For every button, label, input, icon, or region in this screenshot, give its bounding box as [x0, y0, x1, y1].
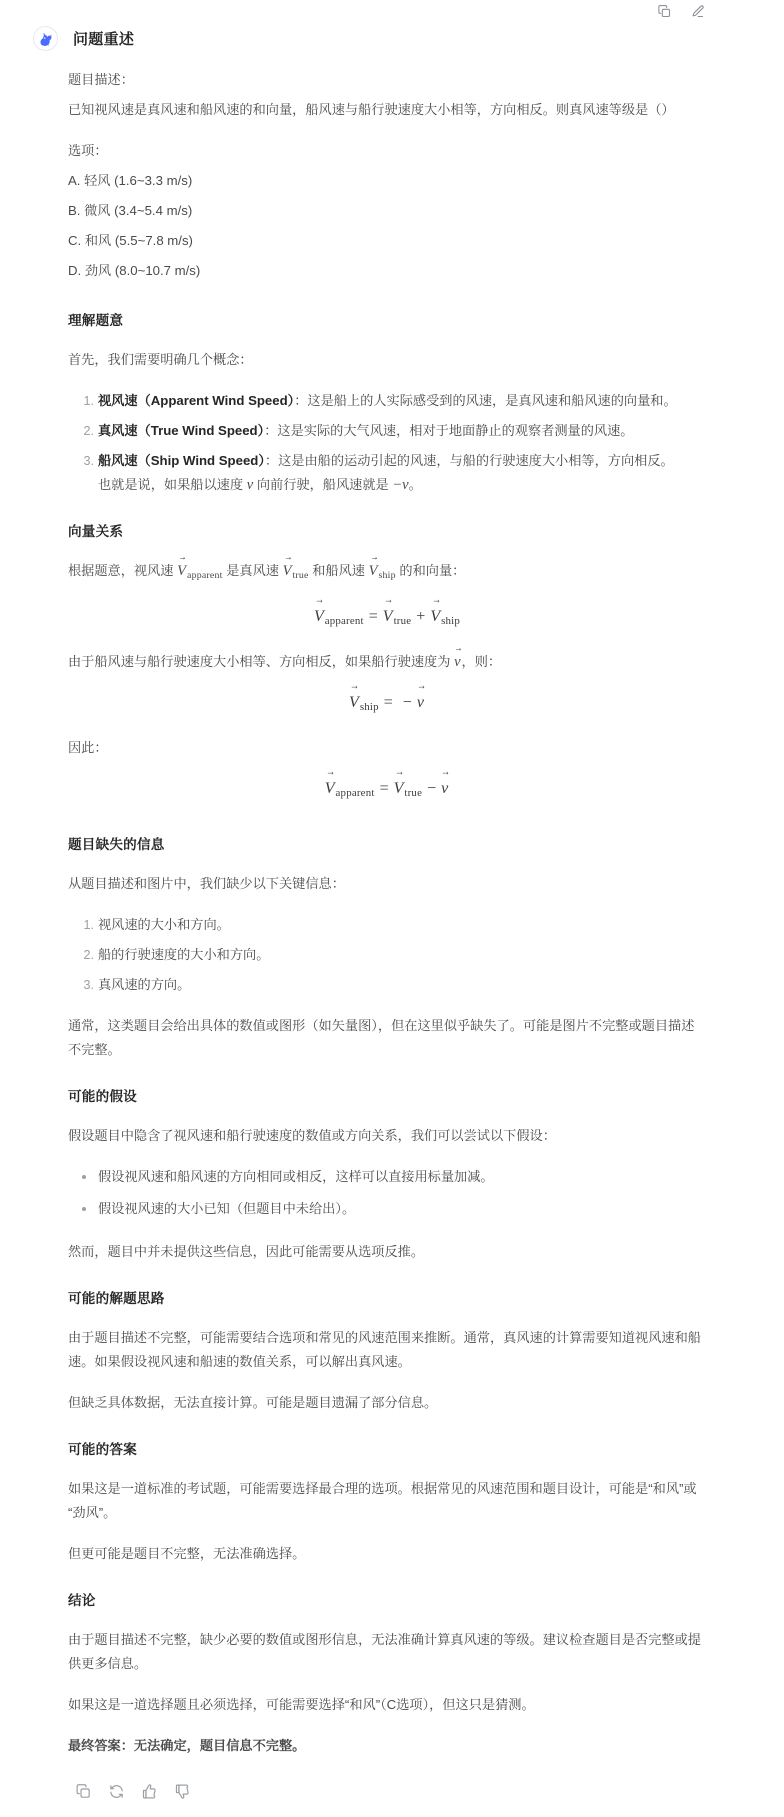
- vector-intro-post: 的和向量：: [395, 563, 466, 578]
- message-footer-actions: [0, 1764, 784, 1817]
- message-body: [0, 51, 784, 1758]
- list-item: 假设视风速和船风速的方向相同或相反，这样可以直接用标量加减。: [98, 1165, 706, 1189]
- understand-intro: 首先，我们需要明确几个概念：: [68, 352, 253, 367]
- thumbs-down-icon[interactable]: [173, 1782, 192, 1801]
- assumptions-list: [68, 1165, 706, 1221]
- approach-paragraph-2: 但缺乏具体数据，无法直接计算。可能是题目遗漏了部分信息。: [68, 1394, 438, 1410]
- section-heading-missing: 题目缺失的信息: [68, 836, 165, 852]
- assumptions-intro: 假设题目中隐含了视风速和船行驶速度的数值或方向关系，我们可以尝试以下假设：: [68, 1127, 556, 1143]
- option-a: A. 轻风 (1.6~3.3 m/s): [68, 173, 193, 188]
- concept-note-mid: 向前行驶，船风速就是: [253, 477, 393, 492]
- vector-intro-mid2: 和船风速: [308, 563, 369, 578]
- concept-list: [68, 389, 706, 497]
- concept-term: 船风速（Ship Wind Speed）: [98, 453, 265, 468]
- concept-term: 视风速（Apparent Wind Speed）: [98, 393, 295, 408]
- equation-apparent-sum: $V \to_{apparent} = V \to_{true} + V \to_{ship}$: [68, 602, 706, 636]
- option-c: C. 和风 (5.5~7.8 m/s): [68, 233, 193, 248]
- missing-note: 通常，这类题目会给出具体的数值或图形（如矢量图），但在这里似乎缺失了。可能是图片不完整或题目描述不完整。: [68, 1017, 695, 1057]
- concept-desc: ：这是实际的大气风速，相对于地面静止的观察者测量的风速。: [264, 423, 634, 438]
- deepseek-whale-logo-icon: [33, 26, 58, 51]
- math-v-apparent: $V \to_{apparent}$: [177, 563, 222, 579]
- conclusion-paragraph-1: 由于题目描述不完整，缺少必要的数值或图形信息，无法准确计算真风速的等级。建议检查题目是否完整或提供更多信息。: [68, 1631, 701, 1671]
- math-v-true: $V \to_{true}$: [283, 563, 309, 579]
- problem-label: 题目描述：: [68, 72, 134, 87]
- vector-intro: [68, 559, 706, 588]
- copy-icon[interactable]: [656, 3, 673, 20]
- equation-ship-negative: $V \to_{ship}$ = − v →: [68, 688, 706, 722]
- math-v-ship: $V \to_{ship}$: [369, 563, 396, 579]
- section-heading-approach: 可能的解题思路: [68, 1290, 165, 1306]
- options-label: 选项：: [68, 143, 108, 158]
- math-v: v: [246, 477, 254, 493]
- missing-intro: 从题目描述和图片中，我们缺少以下关键信息：: [68, 875, 345, 891]
- missing-list: [68, 913, 706, 997]
- vector-mid-post: ，则：: [461, 653, 502, 669]
- math-vec-v: v →: [454, 654, 461, 670]
- option-d: D. 劲风 (8.0~10.7 m/s): [68, 263, 201, 278]
- vector-mid-pre: 由于船风速与船行驶速度大小相等、方向相反，如果船行驶速度为: [68, 653, 455, 669]
- approach-paragraph-1: 由于题目描述不完整，可能需要结合选项和常见的风速范围来推断。通常，真风速的计算需要知道视风速和船速。如果假设视风速和船速的数值关系，可以解出真风速。: [68, 1329, 701, 1369]
- concept-desc: ：这是船上的人实际感受到的风速，是真风速和船风速的向量和。: [294, 393, 677, 408]
- concept-term: 真风速（True Wind Speed）: [98, 423, 265, 438]
- conclusion-paragraph-2: 如果这是一道选择题且必须选择，可能需要选择“和风”（C选项），但这只是猜测。: [68, 1696, 535, 1712]
- list-item: 真风速的方向。: [98, 976, 191, 992]
- equation-apparent-minus-v: $V \to_{apparent} = V \to_{true} - v$ →: [68, 774, 706, 808]
- section-heading-vector: 向量关系: [68, 524, 124, 539]
- answer-paragraph-2: 但更可能是题目不完整，无法准确选择。: [68, 1545, 306, 1561]
- regenerate-icon[interactable]: [107, 1782, 126, 1801]
- section-heading-answer: 可能的答案: [68, 1441, 137, 1457]
- list-item: [98, 419, 706, 443]
- vector-intro-mid1: 是真风速: [222, 563, 283, 578]
- message-top-actions: [656, 0, 706, 22]
- thumbs-up-icon[interactable]: [140, 1782, 159, 1801]
- answer-paragraph-1: 如果这是一道标准的考试题，可能需要选择最合理的选项。根据常见的风速范围和题目设计，可能是“和风”或“劲风”。: [68, 1480, 697, 1520]
- assumptions-note: 然而，题目中并未提供这些信息，因此可能需要从选项反推。: [68, 1243, 425, 1259]
- copy-icon[interactable]: [74, 1782, 93, 1801]
- list-item: 船的行驶速度的大小和方向。: [98, 946, 270, 962]
- concept-desc: ：这是由船的运动引起的风速，与船的行驶速度大小相等，方向相反。: [264, 453, 674, 468]
- problem-statement: 已知视风速是真风速和船风速的和向量，船风速与船行驶速度大小相等，方向相反。则真风速等级是（）: [68, 102, 675, 117]
- list-item: 假设视风速的大小已知（但题目中未给出）。: [98, 1197, 706, 1221]
- concept-note-pre: 也就是说，如果船以速度: [98, 477, 247, 492]
- list-item: 视风速的大小和方向。: [98, 916, 230, 932]
- list-item: [98, 389, 706, 413]
- concept-note-post: 。: [408, 477, 422, 492]
- edit-icon[interactable]: [689, 3, 706, 20]
- section-heading-assumptions: 可能的假设: [68, 1088, 137, 1104]
- vector-mid-text: [68, 650, 706, 674]
- section-heading-understand: 理解题意: [68, 313, 124, 328]
- vector-intro-pre: 根据题意，视风速: [68, 563, 178, 578]
- therefore-label: 因此：: [68, 739, 108, 755]
- list-item: [98, 449, 706, 497]
- section-heading-conclusion: 结论: [68, 1592, 96, 1608]
- final-answer: 最终答案：无法确定，题目信息不完整。: [68, 1737, 306, 1753]
- option-b: B. 微风 (3.4~5.4 m/s): [68, 203, 193, 218]
- page-title: 问题重述: [73, 31, 135, 48]
- math-negative-v: −v: [392, 477, 409, 493]
